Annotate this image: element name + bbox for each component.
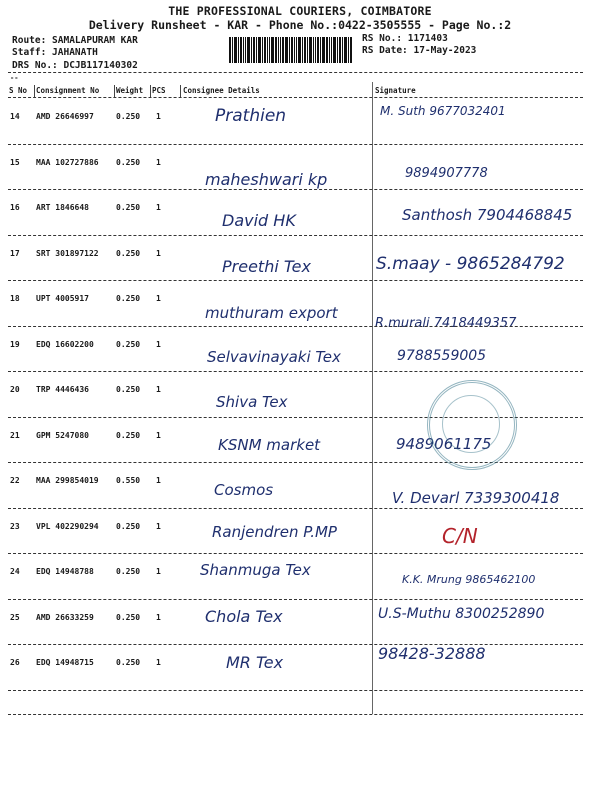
col-consignment: Consignment No <box>36 86 100 95</box>
pcs-value: 1 <box>156 612 161 622</box>
drs-field: DRS No.: DCJB117140302 <box>12 60 138 71</box>
consignment-number: VPL 402290294 <box>36 521 99 531</box>
weight-value: 0.250 <box>116 294 141 303</box>
signature-value: V. Devarl 7339300418 <box>392 489 560 507</box>
route-field: Route: SAMALAPURAM KAR <box>12 35 138 46</box>
signature-value: S.maay - 9865284792 <box>376 253 565 274</box>
pcs-value: 1 <box>156 521 161 531</box>
pcs-value: 1 <box>156 294 161 303</box>
col-line <box>150 85 151 97</box>
weight-value: 0.550 <box>116 476 141 485</box>
serial-number: 20 <box>10 385 20 394</box>
rs-date: RS Date: 17-May-2023 <box>362 45 477 56</box>
col-signature: Signature <box>375 86 416 95</box>
serial-number: 17 <box>10 248 20 258</box>
row-divider <box>8 553 583 554</box>
staff-field: Staff: JAHANATH <box>12 47 98 58</box>
signature-value: 98428-32888 <box>378 644 486 663</box>
col-line <box>34 85 35 97</box>
document-subtitle: Delivery Runsheet - KAR - Phone No.:0422-3505555 - Page No.:2 <box>88 18 512 32</box>
pcs-value: 1 <box>156 567 161 576</box>
consignment-number: EDQ 14948715 <box>36 658 94 667</box>
signature-value: 9489061175 <box>396 434 492 453</box>
weight-value: 0.250 <box>116 658 141 667</box>
row-divider <box>8 371 583 372</box>
consignment-number: EDQ 16602200 <box>36 339 94 349</box>
serial-number: 21 <box>10 430 20 440</box>
weight-value: 0.250 <box>116 385 141 394</box>
consignment-number: AMD 26646997 <box>36 112 94 121</box>
row-divider <box>8 235 583 236</box>
document-title: THE PROFESSIONAL COURIERS, COIMBATORE <box>168 4 432 18</box>
signature-value: U.S-Muthu 8300252890 <box>378 605 545 622</box>
pcs-value: 1 <box>156 112 161 121</box>
row-divider <box>8 189 583 190</box>
pcs-value: 1 <box>156 203 161 212</box>
consignee-name: muthuram export <box>205 304 338 322</box>
consignee-name: maheshwari kp <box>205 169 328 189</box>
signature-column-line <box>372 82 373 714</box>
pcs-value: 1 <box>156 385 161 394</box>
weight-value: 0.250 <box>116 157 141 167</box>
col-line <box>180 85 181 97</box>
serial-number: 25 <box>10 612 20 622</box>
signature-value: C/N <box>442 523 478 548</box>
consignee-name: KSNM market <box>218 435 321 454</box>
row-divider <box>8 508 583 509</box>
consignee-name: Cosmos <box>214 481 274 499</box>
signature-value: K.K. Mrung 9865462100 <box>402 573 536 586</box>
col-pcs: PCS <box>152 86 166 95</box>
consignee-name: Preethi Tex <box>222 256 311 276</box>
col-details: Consignee Details <box>183 86 260 95</box>
serial-number: 22 <box>10 476 20 485</box>
consignment-number: GPM 5247080 <box>36 430 89 440</box>
dots-marker: -- <box>10 74 19 82</box>
weight-value: 0.250 <box>116 430 141 440</box>
row-divider <box>8 280 583 281</box>
serial-number: 26 <box>10 658 20 667</box>
row-divider <box>8 644 583 645</box>
consignee-name: Selvavinayaki Tex <box>207 347 341 366</box>
consignment-number: ART 1846648 <box>36 203 89 212</box>
consignment-number: EDQ 14948788 <box>36 567 94 576</box>
col-sno: S No <box>9 86 28 95</box>
pcs-value: 1 <box>156 430 161 440</box>
pcs-value: 1 <box>156 157 161 167</box>
pcs-value: 1 <box>156 658 161 667</box>
weight-value: 0.250 <box>116 567 141 576</box>
serial-number: 15 <box>10 157 20 167</box>
weight-value: 0.250 <box>116 248 141 258</box>
row-divider <box>8 599 583 600</box>
signature-value: R.murali 7418449357 <box>375 316 517 331</box>
serial-number: 14 <box>10 112 20 121</box>
consignee-name: David HK <box>222 211 296 230</box>
weight-value: 0.250 <box>116 612 141 622</box>
consignment-number: SRT 301897122 <box>36 248 99 258</box>
row-divider <box>8 690 583 691</box>
signature-value: 9894907778 <box>405 165 488 181</box>
header-divider <box>8 72 583 73</box>
consignee-name: MR Tex <box>226 653 284 672</box>
pcs-value: 1 <box>156 339 161 349</box>
barcode-image <box>229 37 353 63</box>
row-divider <box>8 144 583 145</box>
pcs-value: 1 <box>156 476 161 485</box>
weight-value: 0.250 <box>116 521 141 531</box>
consignee-name: Prathien <box>215 106 287 126</box>
consignee-name: Chola Tex <box>205 606 283 626</box>
consignee-name: Shiva Tex <box>216 393 288 411</box>
consignment-number: MAA 299854019 <box>36 476 99 485</box>
signature-value: Santhosh 7904468845 <box>402 206 573 224</box>
column-divider <box>8 97 583 98</box>
consignment-number: UPT 4005917 <box>36 294 89 303</box>
serial-number: 19 <box>10 339 20 349</box>
col-weight: Weight <box>116 86 144 95</box>
pcs-value: 1 <box>156 248 161 258</box>
consignee-name: Shanmuga Tex <box>200 561 311 579</box>
serial-number: 24 <box>10 567 20 576</box>
weight-value: 0.250 <box>116 112 141 121</box>
rs-number: RS No.: 1171403 <box>362 33 448 44</box>
courier-stamp <box>427 380 517 470</box>
footer-divider <box>8 714 583 715</box>
row-divider <box>8 326 583 327</box>
serial-number: 23 <box>10 521 20 531</box>
weight-value: 0.250 <box>116 339 141 349</box>
signature-value: M. Suth 9677032401 <box>380 104 506 118</box>
serial-number: 18 <box>10 294 20 303</box>
consignee-name: Ranjendren P.MP <box>212 522 337 541</box>
col-line <box>114 85 115 97</box>
consignment-number: AMD 26633259 <box>36 612 94 622</box>
signature-value: 9788559005 <box>397 347 487 364</box>
weight-value: 0.250 <box>116 203 141 212</box>
consignment-number: MAA 102727886 <box>36 157 99 167</box>
consignment-number: TRP 4446436 <box>36 385 89 394</box>
serial-number: 16 <box>10 203 20 212</box>
